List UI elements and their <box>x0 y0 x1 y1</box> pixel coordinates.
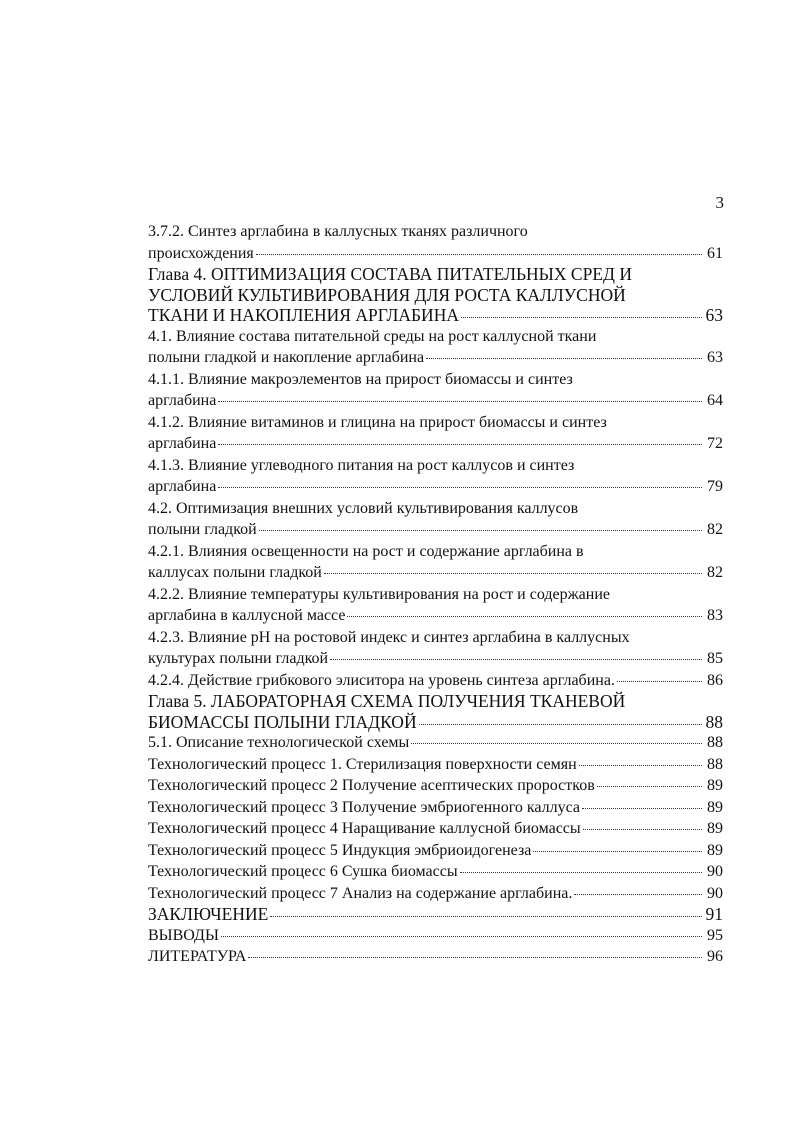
toc-entry-title-line: 4.2.3. Влияние pH на ростовой индекс и синтез арглабина в каллусных <box>148 628 630 646</box>
dot-leader <box>218 486 702 488</box>
toc-entry-page-number: 96 <box>707 948 723 965</box>
dot-leader <box>533 850 702 852</box>
toc-entry-page-number: 61 <box>707 244 723 262</box>
toc-entry-last-line <box>148 562 723 584</box>
toc-entry-title: арглабина в каллусной массе <box>148 607 346 624</box>
toc-entry-title-line: 4.2. Оптимизация внешних условий культивирования каллусов <box>148 499 579 517</box>
toc-entry-title: арглабина <box>148 392 217 409</box>
toc-entry-title: Технологический процесс 7 Анализ на содержание арглабина. <box>148 884 573 902</box>
toc-entry-title: Технологический процесс 2 Получение асептических проростков <box>148 777 595 794</box>
toc-entry-title: ЛИТЕРАТУРА <box>148 948 247 965</box>
toc-entry-page-number: 85 <box>707 650 723 667</box>
dot-leader <box>221 935 702 937</box>
toc-entry-page-number: 83 <box>707 607 723 624</box>
toc-entry[interactable] <box>148 264 723 326</box>
toc-entry-title-line: Глава 4. ОПТИМИЗАЦИЯ СОСТАВА ПИТАТЕЛЬНЫХ СРЕД И <box>148 264 632 284</box>
toc-entry[interactable] <box>148 541 723 584</box>
toc-entry[interactable] <box>148 670 723 692</box>
toc-entry-last-line <box>148 390 723 412</box>
dot-leader <box>330 658 702 660</box>
toc-entry[interactable] <box>148 498 723 541</box>
toc-entry-last-line <box>148 754 723 776</box>
toc-entry[interactable] <box>148 904 723 925</box>
page-number: 3 <box>715 193 724 212</box>
toc-entry[interactable] <box>148 584 723 627</box>
toc-entry-last-line <box>148 605 723 627</box>
toc-entry-title: каллусах полыни гладкой <box>148 564 322 581</box>
dot-leader <box>256 253 702 255</box>
dot-leader <box>270 915 702 917</box>
toc-entry-last-line <box>148 861 723 883</box>
toc-entry[interactable] <box>148 455 723 498</box>
toc-entry-page-number: 88 <box>707 734 723 751</box>
toc-entry-title: Технологический процесс 1. Стерилизация поверхности семян <box>148 755 577 773</box>
toc-entry-page-number: 88 <box>705 711 723 732</box>
toc-entry-last-line <box>148 243 723 265</box>
dot-leader <box>583 828 702 830</box>
dot-leader <box>582 807 702 809</box>
toc-entry-title-line: 4.2.2. Влияние температуры культивирования на рост и содержание <box>148 585 611 603</box>
toc-entry-page-number: 88 <box>707 755 723 773</box>
dot-leader <box>460 871 702 873</box>
toc-entry-page-number: 63 <box>707 349 723 366</box>
toc-entry[interactable] <box>148 412 723 455</box>
toc-entry[interactable] <box>148 883 723 905</box>
dot-leader <box>419 723 702 725</box>
toc-entry-page-number: 82 <box>707 521 723 538</box>
toc-entry-last-line <box>148 946 723 968</box>
toc-entry-page-number: 90 <box>707 863 723 880</box>
toc-entry[interactable] <box>148 775 723 797</box>
dot-leader <box>411 742 702 744</box>
toc-entry-title-line: УСЛОВИЙ КУЛЬТИВИРОВАНИЯ ДЛЯ РОСТА КАЛЛУСНОЙ <box>148 284 626 305</box>
toc-entry-title-line: 4.2.1. Влияния освещенности на рост и содержание арглабина в <box>148 542 584 560</box>
toc-entry-title: 5.1. Описание технологической схемы <box>148 734 410 751</box>
dot-leader <box>347 615 702 617</box>
toc-entry-page-number: 86 <box>707 671 723 689</box>
toc-entry-page-number: 91 <box>705 904 723 924</box>
toc-entry[interactable] <box>148 861 723 883</box>
toc-entry-page-number: 89 <box>707 777 723 794</box>
toc-entry-title: ТКАНИ И НАКОПЛЕНИЯ АРГЛАБИНА <box>148 305 459 325</box>
toc-entry-last-line <box>148 797 723 819</box>
toc-entry-title: полыни гладкой и накопление арглабина <box>148 349 425 366</box>
dot-leader <box>617 680 702 682</box>
toc-entry[interactable] <box>148 732 723 754</box>
toc-entry-title-line: 4.1.3. Влияние углеводного питания на рост каллусов и синтез <box>148 456 575 474</box>
dot-leader <box>574 893 702 895</box>
toc-entry-last-line <box>148 775 723 797</box>
toc-entry-title: Технологический процесс 6 Сушка биомассы <box>148 863 458 880</box>
toc-entry-title-line: 3.7.2. Синтез арглабина в каллусных тканях различного <box>148 223 528 240</box>
toc-entry[interactable] <box>148 691 723 732</box>
toc-entry-page-number: 89 <box>707 841 723 859</box>
toc-entry[interactable] <box>148 627 723 670</box>
toc-entry-last-line <box>148 840 723 862</box>
toc-entry[interactable] <box>148 369 723 412</box>
dot-leader <box>597 785 702 787</box>
toc-entry-title: культурах полыни гладкой <box>148 650 329 667</box>
toc-entry-title-line: 4.1.1. Влияние макроэлементов на прирост биомассы и синтез <box>148 370 573 388</box>
toc-entry-title: арглабина <box>148 478 217 495</box>
toc-entry[interactable] <box>148 221 723 264</box>
dot-leader <box>259 529 702 531</box>
toc-entry-title: происхождения <box>148 244 254 262</box>
toc-entry-last-line <box>148 904 723 925</box>
toc-entry-title-line: 4.1.2. Влияние витаминов и глицина на прирост биомассы и синтез <box>148 413 607 431</box>
toc-entry-last-line <box>148 476 723 498</box>
toc-entry-last-line <box>148 883 723 905</box>
dot-leader <box>218 400 702 402</box>
toc-entry-last-line <box>148 347 723 369</box>
toc-entry-page-number: 72 <box>707 435 723 452</box>
dot-leader <box>248 956 702 958</box>
toc-entry-title: Технологический процесс 5 Индукция эмбриоидогенеза <box>148 841 532 859</box>
toc-entry-last-line <box>148 519 723 541</box>
toc-entry-title-line: Глава 5. ЛАБОРАТОРНАЯ СХЕМА ПОЛУЧЕНИЯ ТКАНЕВОЙ <box>148 691 626 711</box>
toc-entry-title: арглабина <box>148 435 217 452</box>
toc-entry[interactable] <box>148 946 723 968</box>
toc-entry-last-line <box>148 305 723 326</box>
toc-entry[interactable] <box>148 840 723 862</box>
toc-entry[interactable] <box>148 326 723 369</box>
toc-entry-page-number: 82 <box>707 564 723 581</box>
dot-leader <box>324 572 702 574</box>
toc-entry[interactable] <box>148 925 723 947</box>
toc-entry-page-number: 90 <box>707 884 723 902</box>
toc-entry-title: Технологический процесс 4 Наращивание каллусной биомассы <box>148 820 581 837</box>
toc-entry-title: Технологический процесс 3 Получение эмбриогенного каллуса <box>148 798 581 816</box>
toc-entry-page-number: 95 <box>707 926 723 944</box>
toc-entry-title: полыни гладкой <box>148 521 257 538</box>
toc-entry-title: ВЫВОДЫ <box>148 926 219 944</box>
toc-entry-last-line <box>148 925 723 947</box>
toc-entry-title: 4.2.4. Действие грибкового элиситора на уровень синтеза арглабина. <box>148 671 615 689</box>
table-of-contents <box>148 221 723 968</box>
toc-entry[interactable] <box>148 818 723 840</box>
toc-entry-page-number: 79 <box>707 478 723 495</box>
toc-entry-page-number: 63 <box>705 305 723 325</box>
toc-entry-last-line <box>148 670 723 692</box>
dot-leader <box>426 357 702 359</box>
toc-entry[interactable] <box>148 797 723 819</box>
toc-entry-last-line <box>148 648 723 670</box>
toc-entry-last-line <box>148 732 723 754</box>
toc-entry-title: БИОМАССЫ ПОЛЫНИ ГЛАДКОЙ <box>148 711 417 732</box>
dot-leader <box>461 316 702 318</box>
toc-entry-last-line <box>148 433 723 455</box>
toc-entry[interactable] <box>148 754 723 776</box>
toc-entry-page-number: 64 <box>707 392 723 409</box>
toc-entry-page-number: 89 <box>707 798 723 816</box>
dot-leader <box>579 764 702 766</box>
dot-leader <box>218 443 702 445</box>
toc-entry-page-number: 89 <box>707 820 723 837</box>
toc-entry-title: ЗАКЛЮЧЕНИЕ <box>148 904 269 924</box>
toc-entry-last-line <box>148 712 723 733</box>
toc-entry-title-line: 4.1. Влияние состава питательной среды на рост каллусной ткани <box>148 327 597 345</box>
toc-entry-last-line <box>148 818 723 840</box>
